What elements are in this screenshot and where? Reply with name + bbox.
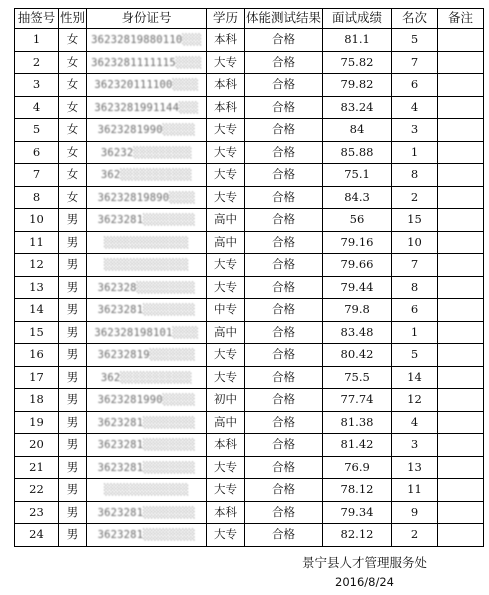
cell-rank: 8 <box>392 164 438 187</box>
cell-education: 中专 <box>207 299 245 322</box>
header-draw-number: 抽签号 <box>15 9 59 29</box>
cell-physical-test: 合格 <box>245 209 323 232</box>
cell-physical-test: 合格 <box>245 299 323 322</box>
cell-physical-test: 合格 <box>245 479 323 502</box>
cell-education: 大专 <box>207 456 245 479</box>
cell-education: 本科 <box>207 96 245 119</box>
cell-draw-number: 5 <box>15 119 59 142</box>
cell-physical-test: 合格 <box>245 164 323 187</box>
cell-education: 大专 <box>207 186 245 209</box>
cell-draw-number: 24 <box>15 524 59 547</box>
cell-draw-number: 4 <box>15 96 59 119</box>
cell-gender: 男 <box>59 524 87 547</box>
cell-id-number <box>87 479 207 502</box>
cell-draw-number: 8 <box>15 186 59 209</box>
cell-interview-score: 81.38 <box>323 411 392 434</box>
table-body <box>15 29 484 547</box>
table-row <box>15 389 484 412</box>
table-row <box>15 434 484 457</box>
cell-id-number <box>87 321 207 344</box>
cell-rank: 1 <box>392 141 438 164</box>
cell-draw-number: 18 <box>15 389 59 412</box>
cell-note <box>438 231 484 254</box>
cell-interview-score: 75.5 <box>323 366 392 389</box>
cell-rank: 5 <box>392 344 438 367</box>
cell-physical-test: 合格 <box>245 321 323 344</box>
cell-rank: 12 <box>392 389 438 412</box>
cell-interview-score: 83.48 <box>323 321 392 344</box>
redacted-id-text: 3623281░░░░░░░░ <box>97 529 196 541</box>
cell-interview-score: 75.82 <box>323 51 392 74</box>
cell-note <box>438 141 484 164</box>
cell-note <box>438 29 484 52</box>
cell-gender: 男 <box>59 344 87 367</box>
cell-draw-number: 6 <box>15 141 59 164</box>
redacted-id-text: 3623281░░░░░░░░ <box>97 506 196 519</box>
cell-gender: 男 <box>59 389 87 412</box>
cell-id-number <box>87 186 207 209</box>
table-row <box>15 51 484 74</box>
table-row <box>15 411 484 434</box>
table-row <box>15 276 484 299</box>
cell-id-number <box>87 119 207 142</box>
cell-gender: 男 <box>59 434 87 457</box>
cell-draw-number: 7 <box>15 164 59 187</box>
cell-physical-test: 合格 <box>245 254 323 277</box>
cell-rank: 8 <box>392 276 438 299</box>
cell-id-number <box>87 389 207 412</box>
cell-gender: 男 <box>59 299 87 322</box>
cell-id-number <box>87 524 207 547</box>
cell-education: 大专 <box>207 366 245 389</box>
cell-rank: 5 <box>392 29 438 52</box>
cell-id-number <box>87 276 207 299</box>
cell-education: 大专 <box>207 276 245 299</box>
cell-rank: 13 <box>392 456 438 479</box>
cell-rank: 15 <box>392 209 438 232</box>
redacted-id-text: 3623281990░░░░░ <box>97 124 196 136</box>
redacted-id-text: ░░░░░░░░░░░░░ <box>104 236 189 249</box>
cell-rank: 14 <box>392 366 438 389</box>
cell-id-number <box>87 29 207 52</box>
cell-gender: 女 <box>59 29 87 52</box>
cell-physical-test: 合格 <box>245 51 323 74</box>
cell-rank: 2 <box>392 524 438 547</box>
cell-draw-number: 3 <box>15 74 59 97</box>
cell-id-number <box>87 254 207 277</box>
header-interview-score: 面试成绩 <box>323 9 392 29</box>
cell-draw-number: 12 <box>15 254 59 277</box>
cell-education: 本科 <box>207 29 245 52</box>
table-row <box>15 456 484 479</box>
cell-physical-test: 合格 <box>245 276 323 299</box>
redacted-id-text: 3623281░░░░░░░░ <box>97 304 196 316</box>
cell-physical-test: 合格 <box>245 74 323 97</box>
cell-note <box>438 276 484 299</box>
cell-education: 大专 <box>207 141 245 164</box>
cell-rank: 7 <box>392 254 438 277</box>
cell-interview-score: 79.82 <box>323 74 392 97</box>
table-row <box>15 366 484 389</box>
cell-gender: 女 <box>59 164 87 187</box>
redacted-id-text: 36232819890░░░░ <box>97 191 196 204</box>
cell-draw-number: 14 <box>15 299 59 322</box>
redacted-id-text: 362320111100░░░░ <box>94 79 199 91</box>
cell-interview-score: 75.1 <box>323 164 392 187</box>
cell-interview-score: 84 <box>323 119 392 142</box>
cell-note <box>438 344 484 367</box>
table-row <box>15 344 484 367</box>
cell-physical-test: 合格 <box>245 119 323 142</box>
table-row <box>15 231 484 254</box>
cell-education: 本科 <box>207 501 245 524</box>
cell-interview-score: 81.1 <box>323 29 392 52</box>
redacted-id-text: 3623281░░░░░░░░ <box>97 214 196 226</box>
cell-rank: 6 <box>392 74 438 97</box>
cell-note <box>438 321 484 344</box>
issue-date: 2016/8/24 <box>335 575 394 589</box>
table-row <box>15 141 484 164</box>
cell-interview-score: 82.12 <box>323 524 392 547</box>
cell-interview-score: 85.88 <box>323 141 392 164</box>
cell-draw-number: 10 <box>15 209 59 232</box>
cell-rank: 11 <box>392 479 438 502</box>
cell-physical-test: 合格 <box>245 186 323 209</box>
cell-education: 大专 <box>207 51 245 74</box>
cell-note <box>438 51 484 74</box>
cell-id-number <box>87 456 207 479</box>
cell-interview-score: 77.74 <box>323 389 392 412</box>
table-header-row <box>15 9 484 29</box>
cell-education: 高中 <box>207 411 245 434</box>
cell-physical-test: 合格 <box>245 366 323 389</box>
cell-gender: 女 <box>59 96 87 119</box>
cell-gender: 女 <box>59 51 87 74</box>
cell-physical-test: 合格 <box>245 344 323 367</box>
cell-note <box>438 74 484 97</box>
cell-education: 大专 <box>207 254 245 277</box>
cell-draw-number: 11 <box>15 231 59 254</box>
cell-rank: 4 <box>392 411 438 434</box>
redacted-id-text: 36232819░░░░░░░ <box>97 349 196 361</box>
table-row <box>15 479 484 502</box>
table-row <box>15 299 484 322</box>
cell-education: 大专 <box>207 119 245 142</box>
redacted-id-text: 362░░░░░░░░░░░ <box>100 371 193 384</box>
cell-gender: 男 <box>59 456 87 479</box>
cell-id-number <box>87 501 207 524</box>
cell-note <box>438 389 484 412</box>
cell-draw-number: 23 <box>15 501 59 524</box>
cell-draw-number: 20 <box>15 434 59 457</box>
cell-note <box>438 366 484 389</box>
table-row <box>15 96 484 119</box>
table-row <box>15 164 484 187</box>
cell-physical-test: 合格 <box>245 524 323 547</box>
cell-interview-score: 81.42 <box>323 434 392 457</box>
cell-note <box>438 119 484 142</box>
cell-gender: 女 <box>59 74 87 97</box>
cell-draw-number: 19 <box>15 411 59 434</box>
cell-gender: 男 <box>59 276 87 299</box>
cell-physical-test: 合格 <box>245 501 323 524</box>
cell-education: 初中 <box>207 389 245 412</box>
cell-draw-number: 13 <box>15 276 59 299</box>
redacted-id-text: ░░░░░░░░░░░░░ <box>104 484 189 496</box>
cell-gender: 男 <box>59 501 87 524</box>
cell-gender: 男 <box>59 231 87 254</box>
cell-draw-number: 15 <box>15 321 59 344</box>
table-row <box>15 186 484 209</box>
cell-physical-test: 合格 <box>245 29 323 52</box>
cell-interview-score: 84.3 <box>323 186 392 209</box>
cell-education: 高中 <box>207 321 245 344</box>
redacted-id-text: ░░░░░░░░░░░░░ <box>104 259 189 271</box>
cell-draw-number: 1 <box>15 29 59 52</box>
cell-note <box>438 254 484 277</box>
cell-education: 大专 <box>207 344 245 367</box>
cell-physical-test: 合格 <box>245 389 323 412</box>
redacted-id-text: 362░░░░░░░░░░░ <box>100 169 193 181</box>
cell-interview-score: 56 <box>323 209 392 232</box>
cell-draw-number: 22 <box>15 479 59 502</box>
table-row <box>15 524 484 547</box>
cell-interview-score: 78.12 <box>323 479 392 502</box>
cell-interview-score: 80.42 <box>323 344 392 367</box>
cell-rank: 9 <box>392 501 438 524</box>
header-education: 学历 <box>207 9 245 29</box>
cell-gender: 男 <box>59 254 87 277</box>
cell-id-number <box>87 141 207 164</box>
cell-rank: 4 <box>392 96 438 119</box>
cell-education: 本科 <box>207 434 245 457</box>
cell-rank: 6 <box>392 299 438 322</box>
cell-draw-number: 16 <box>15 344 59 367</box>
table-row <box>15 29 484 52</box>
header-rank: 名次 <box>392 9 438 29</box>
cell-rank: 7 <box>392 51 438 74</box>
redacted-id-text: 3623281░░░░░░░░ <box>97 439 196 451</box>
redacted-id-text: 3623281991144░░░ <box>94 101 199 114</box>
cell-note <box>438 479 484 502</box>
cell-draw-number: 2 <box>15 51 59 74</box>
cell-interview-score: 79.8 <box>323 299 392 322</box>
cell-note <box>438 456 484 479</box>
cell-rank: 10 <box>392 231 438 254</box>
redacted-id-text: 36232░░░░░░░░░ <box>100 146 193 159</box>
cell-draw-number: 21 <box>15 456 59 479</box>
cell-education: 高中 <box>207 231 245 254</box>
redacted-id-text: 36232819880110░░░ <box>91 34 202 46</box>
cell-interview-score: 79.16 <box>323 231 392 254</box>
cell-gender: 女 <box>59 186 87 209</box>
table-row <box>15 119 484 142</box>
redacted-id-text: 362328198101░░░░ <box>94 326 199 339</box>
cell-education: 大专 <box>207 164 245 187</box>
table-row <box>15 254 484 277</box>
cell-id-number <box>87 299 207 322</box>
table-row <box>15 209 484 232</box>
cell-interview-score: 79.34 <box>323 501 392 524</box>
header-note: 备注 <box>438 9 484 29</box>
cell-gender: 女 <box>59 119 87 142</box>
table-row <box>15 501 484 524</box>
cell-education: 本科 <box>207 74 245 97</box>
cell-rank: 3 <box>392 119 438 142</box>
cell-gender: 男 <box>59 479 87 502</box>
cell-gender: 女 <box>59 141 87 164</box>
cell-note <box>438 524 484 547</box>
cell-note <box>438 434 484 457</box>
header-physical-test: 体能测试结果 <box>245 9 323 29</box>
redacted-id-text: 362328░░░░░░░░░ <box>97 281 196 294</box>
cell-gender: 男 <box>59 209 87 232</box>
cell-education: 大专 <box>207 479 245 502</box>
cell-id-number <box>87 209 207 232</box>
cell-draw-number: 17 <box>15 366 59 389</box>
cell-education: 高中 <box>207 209 245 232</box>
cell-gender: 男 <box>59 411 87 434</box>
cell-physical-test: 合格 <box>245 141 323 164</box>
cell-id-number <box>87 344 207 367</box>
cell-note <box>438 96 484 119</box>
cell-education: 大专 <box>207 524 245 547</box>
results-table <box>14 8 484 547</box>
table-row <box>15 74 484 97</box>
cell-rank: 1 <box>392 321 438 344</box>
cell-rank: 2 <box>392 186 438 209</box>
cell-id-number <box>87 74 207 97</box>
cell-id-number <box>87 51 207 74</box>
cell-interview-score: 79.66 <box>323 254 392 277</box>
cell-physical-test: 合格 <box>245 434 323 457</box>
table-row <box>15 321 484 344</box>
cell-note <box>438 209 484 232</box>
cell-id-number <box>87 231 207 254</box>
cell-id-number <box>87 434 207 457</box>
cell-rank: 3 <box>392 434 438 457</box>
cell-id-number <box>87 164 207 187</box>
header-gender: 性别 <box>59 9 87 29</box>
cell-id-number <box>87 366 207 389</box>
cell-physical-test: 合格 <box>245 231 323 254</box>
cell-id-number <box>87 96 207 119</box>
cell-note <box>438 501 484 524</box>
issuing-organization: 景宁县人才管理服务处 <box>302 555 428 570</box>
cell-note <box>438 411 484 434</box>
cell-interview-score: 79.44 <box>323 276 392 299</box>
redacted-id-text: 3623281░░░░░░░░ <box>97 416 196 429</box>
cell-physical-test: 合格 <box>245 411 323 434</box>
redacted-id-text: 3623281990░░░░░ <box>97 394 196 406</box>
cell-note <box>438 299 484 322</box>
cell-physical-test: 合格 <box>245 96 323 119</box>
cell-interview-score: 83.24 <box>323 96 392 119</box>
cell-gender: 男 <box>59 366 87 389</box>
cell-physical-test: 合格 <box>245 456 323 479</box>
cell-note <box>438 186 484 209</box>
header-id-number: 身份证号 <box>87 9 207 29</box>
cell-interview-score: 76.9 <box>323 456 392 479</box>
cell-gender: 男 <box>59 321 87 344</box>
cell-note <box>438 164 484 187</box>
redacted-id-text: 3623281░░░░░░░░ <box>97 461 196 474</box>
cell-id-number <box>87 411 207 434</box>
redacted-id-text: 3623281111115░░░░ <box>91 56 202 69</box>
